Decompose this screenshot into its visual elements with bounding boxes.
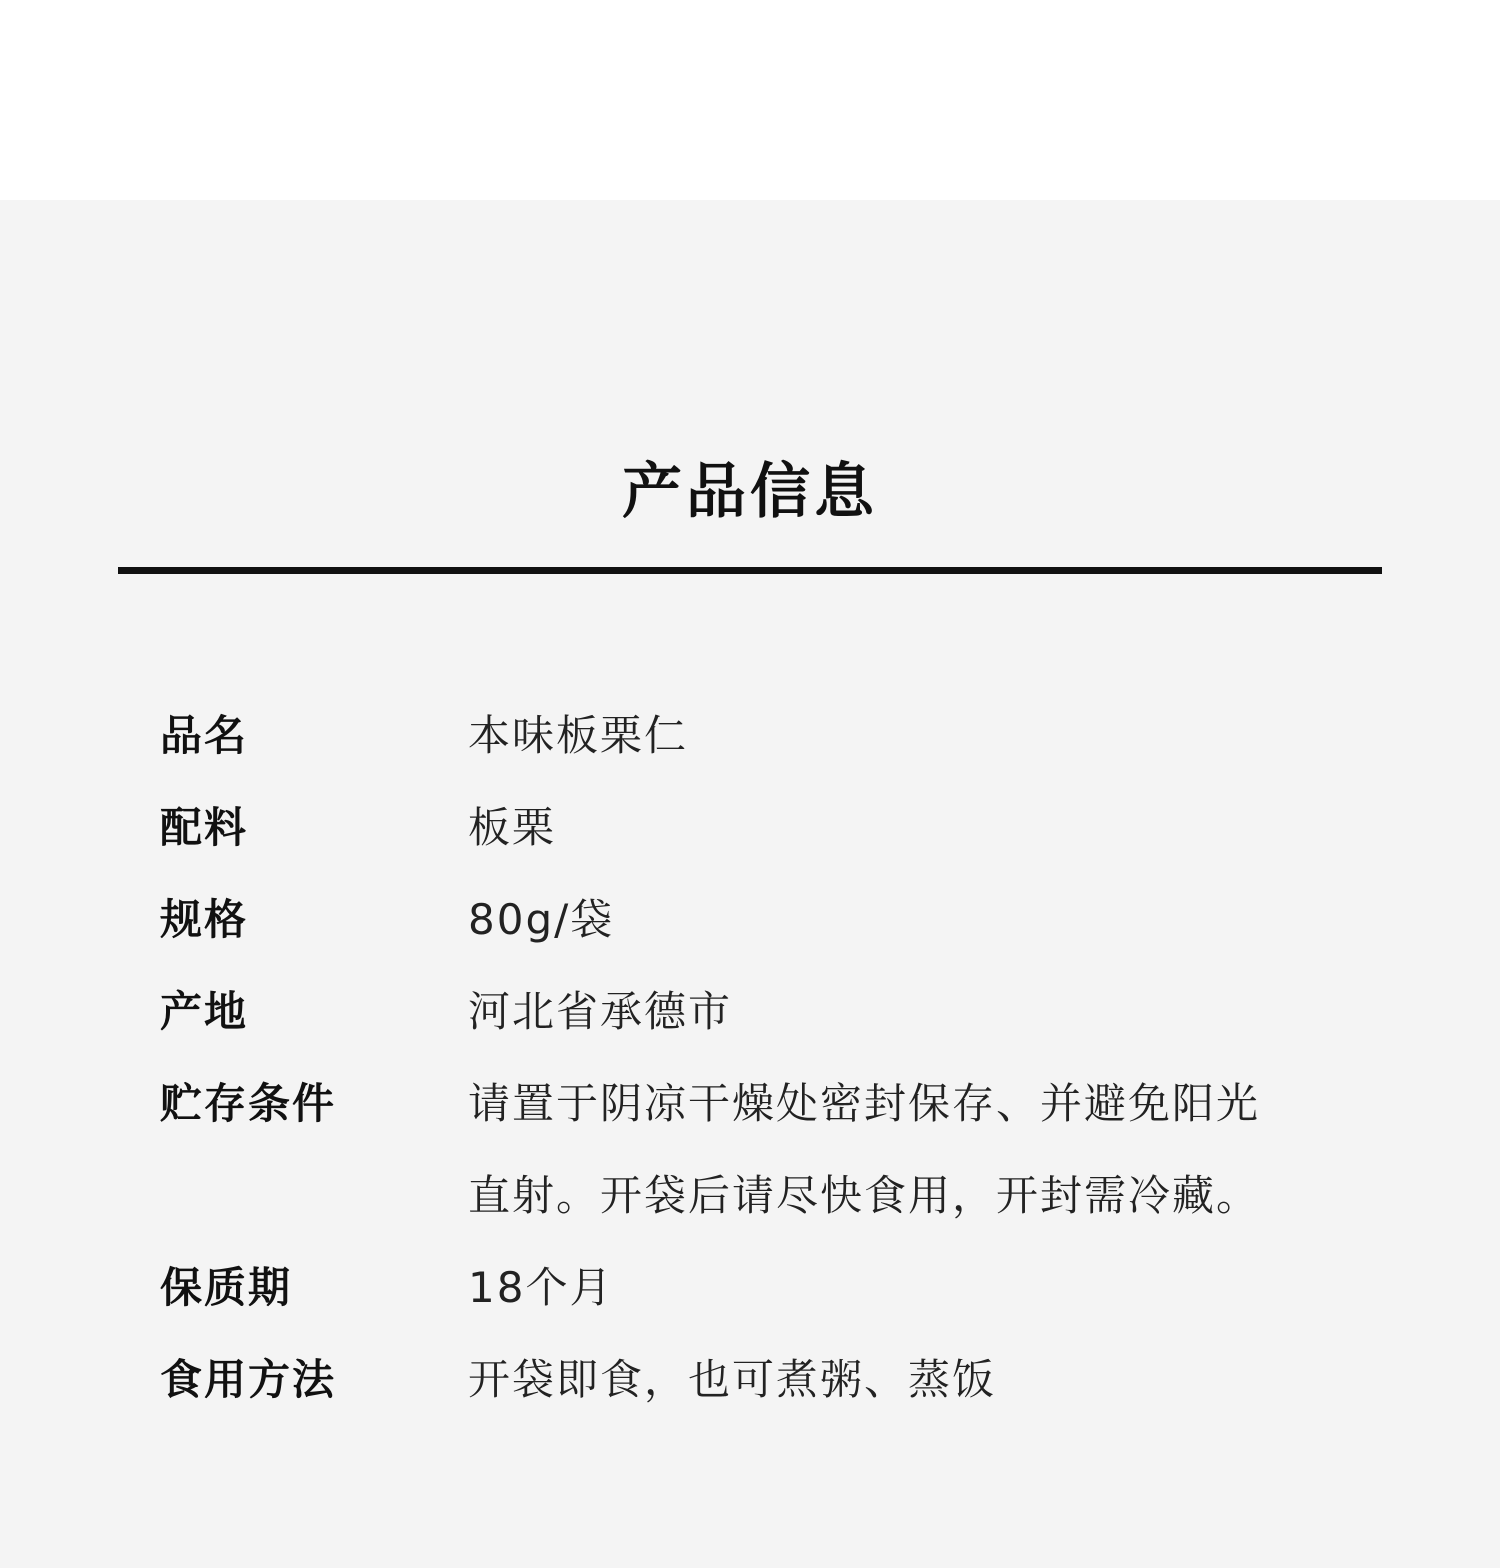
info-value: 18个月	[468, 1263, 614, 1312]
title-divider	[118, 567, 1382, 574]
info-row-storage	[160, 1058, 1380, 1242]
product-info-table	[160, 690, 1380, 1426]
info-label: 产地	[160, 987, 249, 1036]
info-row-origin	[160, 966, 1380, 1058]
info-label: 贮存条件	[160, 1079, 337, 1128]
section-title: 产品信息	[622, 457, 878, 527]
info-value-line: 直射。开袋后请尽快食用，开封需冷藏。	[468, 1171, 1261, 1220]
top-blank-area	[0, 0, 1500, 200]
info-value: 开袋即食，也可煮粥、蒸饭	[468, 1355, 997, 1404]
info-value	[468, 1058, 1358, 1242]
info-label: 品名	[160, 711, 249, 760]
info-value: 板栗	[468, 803, 557, 852]
info-label: 配料	[160, 803, 249, 852]
info-value: 本味板栗仁	[468, 711, 689, 760]
info-row-ingredients	[160, 782, 1380, 874]
info-value-line: 请置于阴凉干燥处密封保存、并避免阳光	[468, 1079, 1261, 1128]
info-label: 保质期	[160, 1263, 293, 1312]
info-row-usage	[160, 1334, 1380, 1426]
info-row-name	[160, 690, 1380, 782]
info-row-shelf-life	[160, 1242, 1380, 1334]
info-label: 规格	[160, 895, 249, 944]
info-value: 河北省承德市	[468, 987, 733, 1036]
info-label: 食用方法	[160, 1355, 337, 1404]
info-value: 80g/袋	[468, 895, 615, 944]
info-row-spec	[160, 874, 1380, 966]
